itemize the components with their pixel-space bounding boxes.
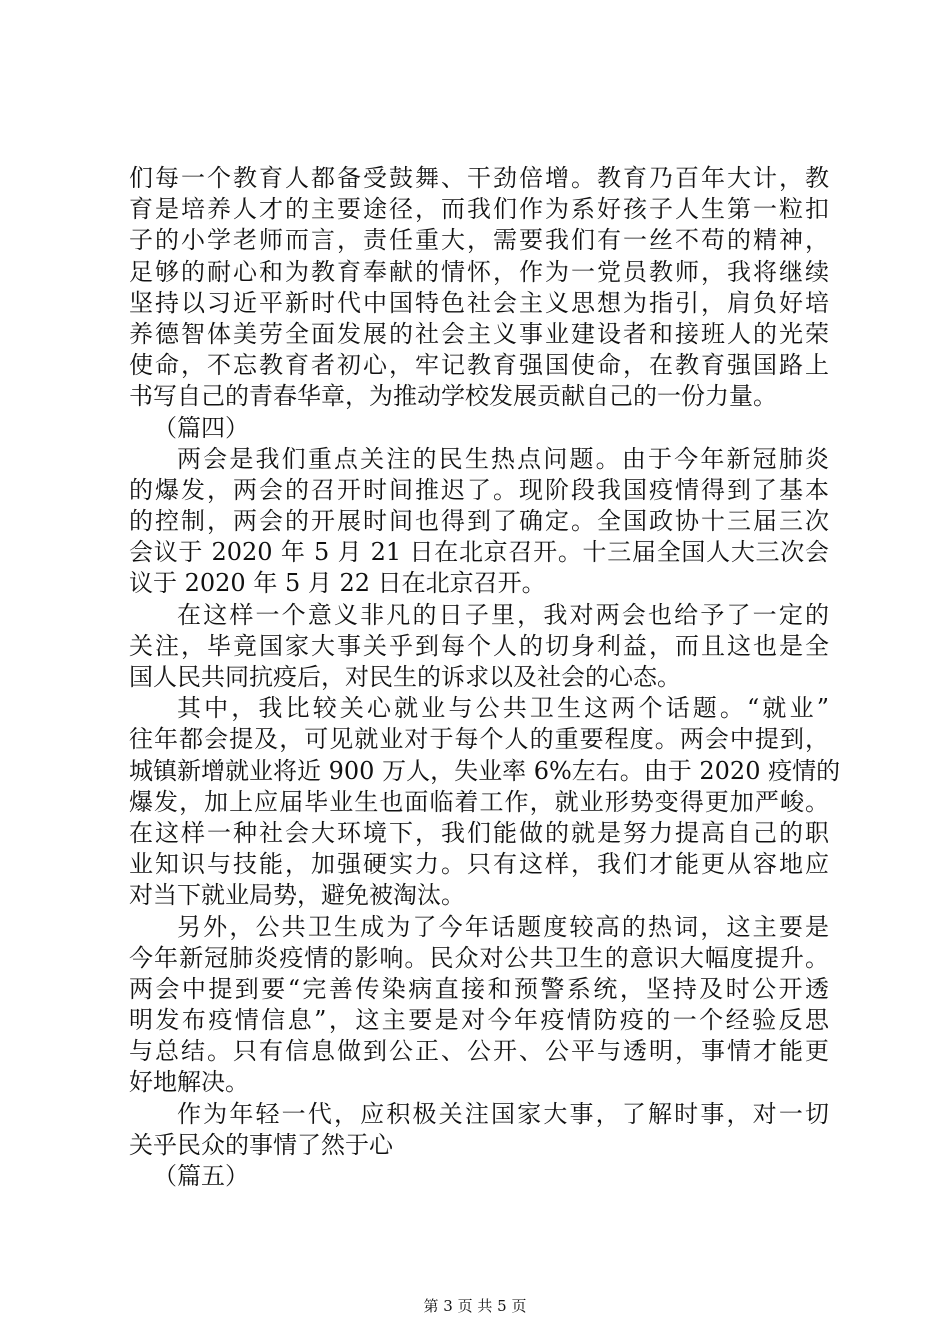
page-footer: 第 3 页 共 5 页 bbox=[423, 1297, 527, 1315]
text-line: 关乎民众的事情了然于心 bbox=[129, 1130, 393, 1159]
text-line: 今年新冠肺炎疫情的影响。民众对公共卫生的意识大幅度提升。 bbox=[129, 943, 829, 972]
text-line: 往年都会提及，可见就业对于每个人的重要程度。两会中提到， bbox=[129, 725, 829, 754]
text-line: 业知识与技能，加强硬实力。只有这样，我们才能更从容地应 bbox=[129, 850, 829, 879]
text-line: 的控制，两会的开展时间也得到了确定。全国政协十三届三次 bbox=[129, 507, 829, 536]
text-line: 们每一个教育人都备受鼓舞、干劲倍增。教育乃百年大计，教 bbox=[129, 164, 829, 192]
text-line: 养德智体美劳全面发展的社会主义事业建设者和接班人的光荣 bbox=[129, 319, 829, 348]
text-line: 明发布疫情信息”，这主要是对今年疫情防疫的一个经验反思 bbox=[129, 1006, 829, 1035]
text-line: 使命，不忘教育者初心，牢记教育强国使命，在教育强国路上 bbox=[129, 351, 829, 380]
text-line: 其中，我比较关心就业与公共卫生这两个话题。“就业” bbox=[177, 694, 829, 723]
text-line: 两会是我们重点关注的民生热点问题。由于今年新冠肺炎 bbox=[177, 444, 829, 473]
text-line: 两会中提到要“完善传染病直接和预警系统，坚持及时公开透 bbox=[129, 974, 829, 1003]
text-line: 好地解决。 bbox=[129, 1068, 249, 1097]
text-line: 在这样一个意义非凡的日子里，我对两会也给予了一定的 bbox=[177, 600, 829, 629]
text-line: 会议于 2020 年 5 月 21 日在北京召开。十三届全国人大三次会 bbox=[129, 538, 829, 567]
text-line: 爆发，加上应届毕业生也面临着工作，就业形势变得更加严峻。 bbox=[129, 787, 829, 816]
section-heading: （篇五） bbox=[153, 1162, 249, 1190]
text-line: 另外，公共卫生成为了今年话题度较高的热词，这主要是 bbox=[177, 912, 829, 941]
document-body bbox=[129, 163, 841, 1192]
text-line: 的爆发，两会的召开时间推迟了。现阶段我国疫情得到了基本 bbox=[129, 475, 829, 504]
text-line: 足够的耐心和为教育奉献的情怀，作为一党员教师，我将继续 bbox=[129, 257, 829, 286]
text-line: 议于 2020 年 5 月 22 日在北京召开。 bbox=[129, 569, 546, 598]
text-line: 育是培养人才的主要途径，而我们作为系好孩子人生第一粒扣 bbox=[129, 195, 829, 224]
text-line: 城镇新增就业将近 900 万人，失业率 6%左右。由于 2020 疫情的 bbox=[129, 756, 841, 785]
text-line: 坚持以习近平新时代中国特色社会主义思想为指引，肩负好培 bbox=[129, 288, 829, 317]
text-line: 国人民共同抗疫后，对民生的诉求以及社会的心态。 bbox=[129, 663, 681, 691]
text-line: 在这样一种社会大环境下，我们能做的就是努力提高自己的职 bbox=[129, 818, 829, 847]
text-line: 对当下就业局势，避免被淘汰。 bbox=[129, 881, 465, 910]
text-line: 作为年轻一代，应积极关注国家大事，了解时事，对一切 bbox=[177, 1099, 829, 1128]
text-line: 关注，毕竟国家大事关乎到每个人的切身利益，而且这也是全 bbox=[129, 631, 829, 660]
section-heading: （篇四） bbox=[153, 413, 249, 442]
text-line: 与总结。只有信息做到公正、公开、公平与透明，事情才能更 bbox=[129, 1037, 829, 1066]
text-line: 子的小学老师而言，责任重大，需要我们有一丝不苟的精神， bbox=[129, 226, 829, 255]
text-line: 书写自己的青春华章，为推动学校发展贡献自己的一份力量。 bbox=[129, 382, 777, 411]
